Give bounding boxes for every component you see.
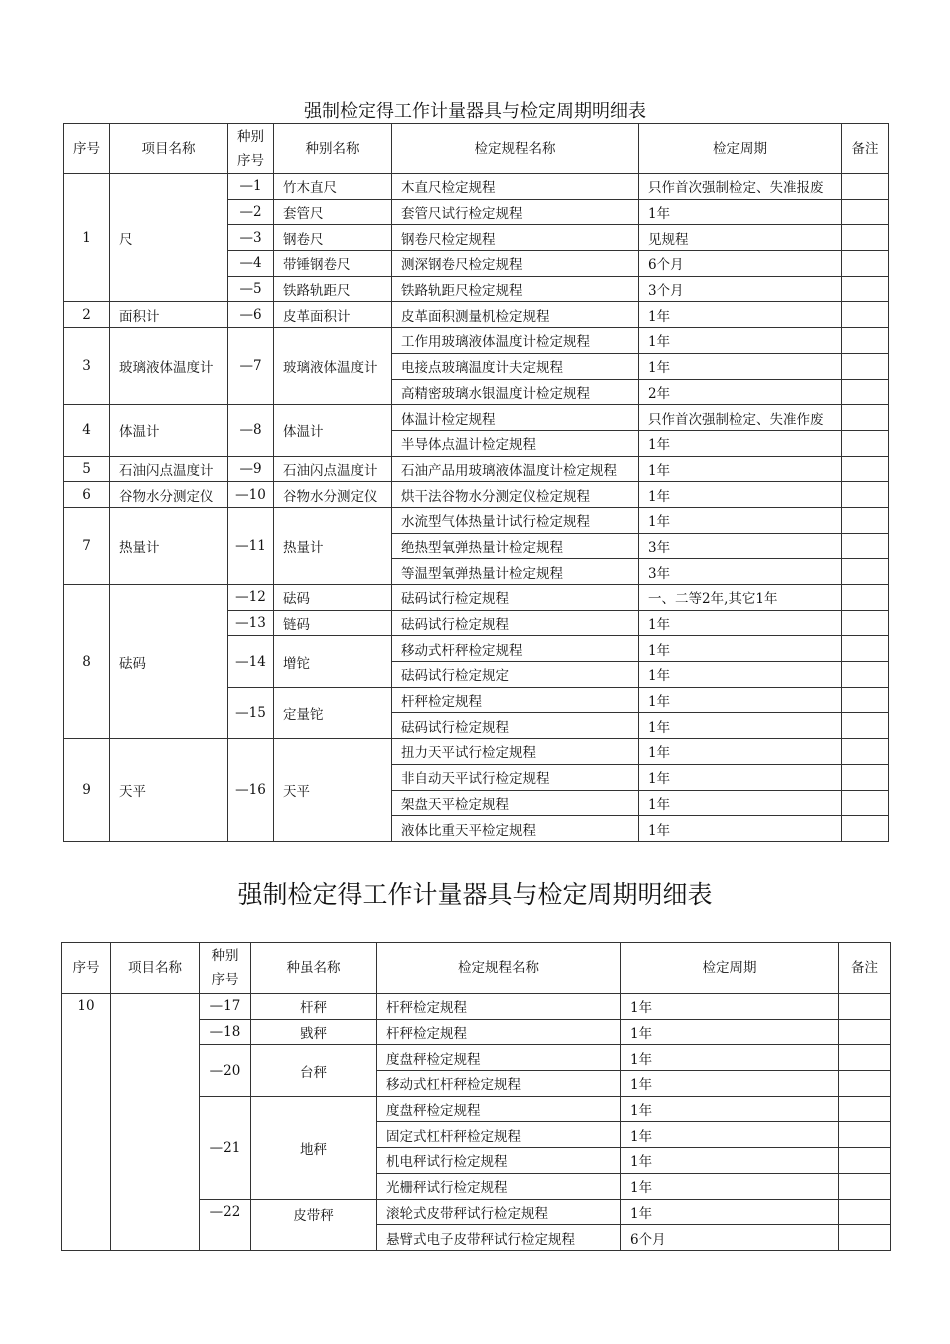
group-seq: 8 (64, 585, 110, 739)
note (842, 662, 889, 688)
period: 1年 (639, 482, 842, 508)
kind-name: 皮带秤 (251, 1199, 377, 1250)
period: 1年 (621, 1148, 839, 1174)
reg-name: 烘干法谷物水分测定仪检定规程 (392, 482, 639, 508)
table1-title: 强制检定得工作计量器具与检定周期明细表 (304, 101, 646, 122)
period: 3个月 (639, 276, 842, 302)
reg-name: 液体比重天平检定规程 (392, 816, 639, 842)
header-seq: 序号 (64, 124, 110, 174)
note (842, 764, 889, 790)
note (842, 251, 889, 277)
reg-name: 皮革面积测量机检定规程 (392, 302, 639, 328)
note (842, 405, 889, 431)
reg-name: 移动式杠杆秤检定规程 (377, 1071, 621, 1097)
kind-seq: —21 (200, 1096, 251, 1199)
kind-seq: —3 (228, 225, 274, 251)
group-seq: 10 (62, 994, 111, 1251)
group-item: 尺 (110, 174, 228, 302)
note (842, 328, 889, 354)
table2-title: 强制检定得工作计量器具与检定周期明细表 (237, 880, 713, 909)
header-note: 备注 (839, 943, 891, 994)
reg-name: 铁路轨距尺检定规程 (392, 276, 639, 302)
period: 1年 (621, 1173, 839, 1199)
note (842, 687, 889, 713)
reg-name: 滚轮式皮带秤试行检定规程 (377, 1199, 621, 1225)
table-row (64, 585, 889, 611)
group-seq: 5 (64, 456, 110, 482)
reg-name: 工作用玻璃液体温度计检定规程 (392, 328, 639, 354)
period: 1年 (639, 687, 842, 713)
kind-seq: —9 (228, 456, 274, 482)
reg-name: 光栅秤试行检定规程 (377, 1173, 621, 1199)
note (842, 790, 889, 816)
note (839, 994, 891, 1020)
header-kind-seq (200, 943, 251, 994)
reg-name: 移动式杆秤检定规程 (392, 636, 639, 662)
period: 1年 (639, 328, 842, 354)
reg-name: 砝码试行检定规程 (392, 713, 639, 739)
period: 1年 (639, 790, 842, 816)
header-note: 备注 (842, 124, 889, 174)
period: 1年 (639, 610, 842, 636)
group-seq: 2 (64, 302, 110, 328)
period: 一、二等2年,其它1年 (639, 585, 842, 611)
period: 1年 (639, 739, 842, 765)
kind-name: 定量铊 (274, 687, 392, 738)
period: 只作首次强制检定、失准报废 (639, 174, 842, 200)
kind-name: 杆秤 (251, 994, 377, 1020)
group-seq: 1 (64, 174, 110, 302)
kind-seq: —10 (228, 482, 274, 508)
note (842, 353, 889, 379)
table-row (64, 456, 889, 482)
kind-name: 链码 (274, 610, 392, 636)
table-row (62, 994, 891, 1020)
kind-seq: —2 (228, 199, 274, 225)
note (839, 1045, 891, 1071)
header-period: 检定周期 (621, 943, 839, 994)
reg-name: 绝热型氧弹热量计检定规程 (392, 533, 639, 559)
kind-name: 石油闪点温度计 (274, 456, 392, 482)
note (842, 636, 889, 662)
period: 1年 (639, 353, 842, 379)
kind-name: 天平 (274, 739, 392, 842)
period: 3年 (639, 533, 842, 559)
group-item: 体温计 (110, 405, 228, 456)
reg-name: 杆秤检定规程 (392, 687, 639, 713)
header-kind: 种别名称 (274, 124, 392, 174)
kind-seq: —16 (228, 739, 274, 842)
reg-name: 等温型氧弹热量计检定规程 (392, 559, 639, 585)
kind-seq: —1 (228, 174, 274, 200)
reg-name: 测深钢卷尺检定规程 (392, 251, 639, 277)
note (839, 1173, 891, 1199)
note (842, 482, 889, 508)
header-kind-seq-label: 种别序号 (211, 948, 239, 988)
reg-name: 水流型气体热量计试行检定规程 (392, 507, 639, 533)
note (839, 1071, 891, 1097)
reg-name: 非自动天平试行检定规程 (392, 764, 639, 790)
period: 6个月 (639, 251, 842, 277)
kind-name: 带锤钢卷尺 (274, 251, 392, 277)
period: 见规程 (639, 225, 842, 251)
table-row (64, 302, 889, 328)
note (839, 1148, 891, 1174)
period: 1年 (621, 1122, 839, 1148)
table2 (61, 942, 891, 1251)
kind-name: 玻璃液体温度计 (274, 328, 392, 405)
header-item: 项目名称 (111, 943, 200, 994)
kind-name: 套管尺 (274, 199, 392, 225)
note (842, 533, 889, 559)
period: 只作首次强制检定、失准作废 (639, 405, 842, 431)
header-kind-seq-label: 种别序号 (237, 128, 264, 169)
kind-seq: —15 (228, 687, 274, 738)
kind-seq: —5 (228, 276, 274, 302)
group-item: 石油闪点温度计 (110, 456, 228, 482)
note (842, 739, 889, 765)
note (842, 199, 889, 225)
header-seq: 序号 (62, 943, 111, 994)
header-kind-seq (228, 124, 274, 174)
kind-seq: —13 (228, 610, 274, 636)
period: 1年 (621, 1096, 839, 1122)
reg-name: 度盘秤检定规程 (377, 1045, 621, 1071)
period: 3年 (639, 559, 842, 585)
kind-seq: —18 (200, 1019, 251, 1045)
kind-seq: —6 (228, 302, 274, 328)
kind-seq: —20 (200, 1045, 251, 1096)
table1 (63, 123, 889, 842)
reg-name: 杆秤检定规程 (377, 1019, 621, 1045)
reg-name: 砝码试行检定规定 (392, 662, 639, 688)
reg-name: 固定式杠杆秤检定规程 (377, 1122, 621, 1148)
note (842, 302, 889, 328)
reg-name: 套管尺试行检定规程 (392, 199, 639, 225)
group-item: 砝码 (110, 585, 228, 739)
period: 1年 (639, 199, 842, 225)
period: 1年 (621, 1199, 839, 1225)
group-seq: 3 (64, 328, 110, 405)
kind-name: 地秤 (251, 1096, 377, 1199)
kind-name: 砝码 (274, 585, 392, 611)
table-row (64, 174, 889, 200)
note (839, 1199, 891, 1225)
reg-name: 石油产品用玻璃液体温度计检定规程 (392, 456, 639, 482)
reg-name: 体温计检定规程 (392, 405, 639, 431)
kind-seq: —14 (228, 636, 274, 687)
period: 1年 (639, 662, 842, 688)
kind-seq: —12 (228, 585, 274, 611)
note (839, 1019, 891, 1045)
note (839, 1096, 891, 1122)
header-kind: 种虽名称 (251, 943, 377, 994)
table-row (64, 482, 889, 508)
note (842, 816, 889, 842)
group-seq: 9 (64, 739, 110, 842)
period: 1年 (639, 636, 842, 662)
group-item: 天平 (110, 739, 228, 842)
note (842, 276, 889, 302)
kind-name: 皮革面积计 (274, 302, 392, 328)
period: 1年 (621, 1045, 839, 1071)
period: 1年 (639, 430, 842, 456)
period: 1年 (639, 507, 842, 533)
group-item: 玻璃液体温度计 (110, 328, 228, 405)
header-reg: 检定规程名称 (377, 943, 621, 994)
kind-seq: —22 (200, 1199, 251, 1250)
kind-seq: —4 (228, 251, 274, 277)
kind-name: 戥秤 (251, 1019, 377, 1045)
period: 1年 (639, 764, 842, 790)
reg-name: 木直尺检定规程 (392, 174, 639, 200)
note (842, 610, 889, 636)
reg-name: 半导体点温计检定规程 (392, 430, 639, 456)
group-item: 热量计 (110, 507, 228, 584)
reg-name: 杆秤检定规程 (377, 994, 621, 1020)
kind-name: 热量计 (274, 507, 392, 584)
group-seq: 7 (64, 507, 110, 584)
note (839, 1122, 891, 1148)
table-row (64, 739, 889, 765)
period: 2年 (639, 379, 842, 405)
note (842, 456, 889, 482)
reg-name: 架盘天平检定规程 (392, 790, 639, 816)
kind-name: 台秤 (251, 1045, 377, 1096)
kind-name: 钢卷尺 (274, 225, 392, 251)
reg-name: 悬臂式电子皮带秤试行检定规程 (377, 1225, 621, 1251)
note (842, 379, 889, 405)
note (842, 430, 889, 456)
reg-name: 电接点玻璃温度计夫定规程 (392, 353, 639, 379)
period: 6个月 (621, 1225, 839, 1251)
kind-name: 竹木直尺 (274, 174, 392, 200)
note (842, 585, 889, 611)
kind-name: 谷物水分测定仪 (274, 482, 392, 508)
kind-seq: —7 (228, 328, 274, 405)
header-reg: 检定规程名称 (392, 124, 639, 174)
table1-header-row (64, 124, 889, 174)
period: 1年 (639, 816, 842, 842)
reg-name: 高精密玻璃水银温度计检定规程 (392, 379, 639, 405)
period: 1年 (639, 302, 842, 328)
group-item: 谷物水分测定仪 (110, 482, 228, 508)
kind-seq: —8 (228, 405, 274, 456)
kind-seq: —17 (200, 994, 251, 1020)
reg-name: 钢卷尺检定规程 (392, 225, 639, 251)
note (842, 225, 889, 251)
kind-name: 铁路轨距尺 (274, 276, 392, 302)
period: 1年 (621, 994, 839, 1020)
reg-name: 度盘秤检定规程 (377, 1096, 621, 1122)
group-item: 面积计 (110, 302, 228, 328)
kind-seq: —11 (228, 507, 274, 584)
note (842, 174, 889, 200)
group-item (111, 994, 200, 1251)
period: 1年 (621, 1071, 839, 1097)
period: 1年 (639, 456, 842, 482)
header-period: 检定周期 (639, 124, 842, 174)
kind-name: 增铊 (274, 636, 392, 687)
note (842, 713, 889, 739)
note (839, 1225, 891, 1251)
note (842, 507, 889, 533)
group-seq: 6 (64, 482, 110, 508)
reg-name: 砝码试行检定规程 (392, 610, 639, 636)
period: 1年 (639, 713, 842, 739)
kind-name: 体温计 (274, 405, 392, 456)
table-row (64, 328, 889, 354)
reg-name: 扭力天平试行检定规程 (392, 739, 639, 765)
reg-name: 砝码试行检定规程 (392, 585, 639, 611)
table-row (64, 507, 889, 533)
period: 1年 (621, 1019, 839, 1045)
reg-name: 机电秤试行检定规程 (377, 1148, 621, 1174)
table-row (64, 405, 889, 431)
note (842, 559, 889, 585)
header-item: 项目名称 (110, 124, 228, 174)
group-seq: 4 (64, 405, 110, 456)
table2-header-row (62, 943, 891, 994)
